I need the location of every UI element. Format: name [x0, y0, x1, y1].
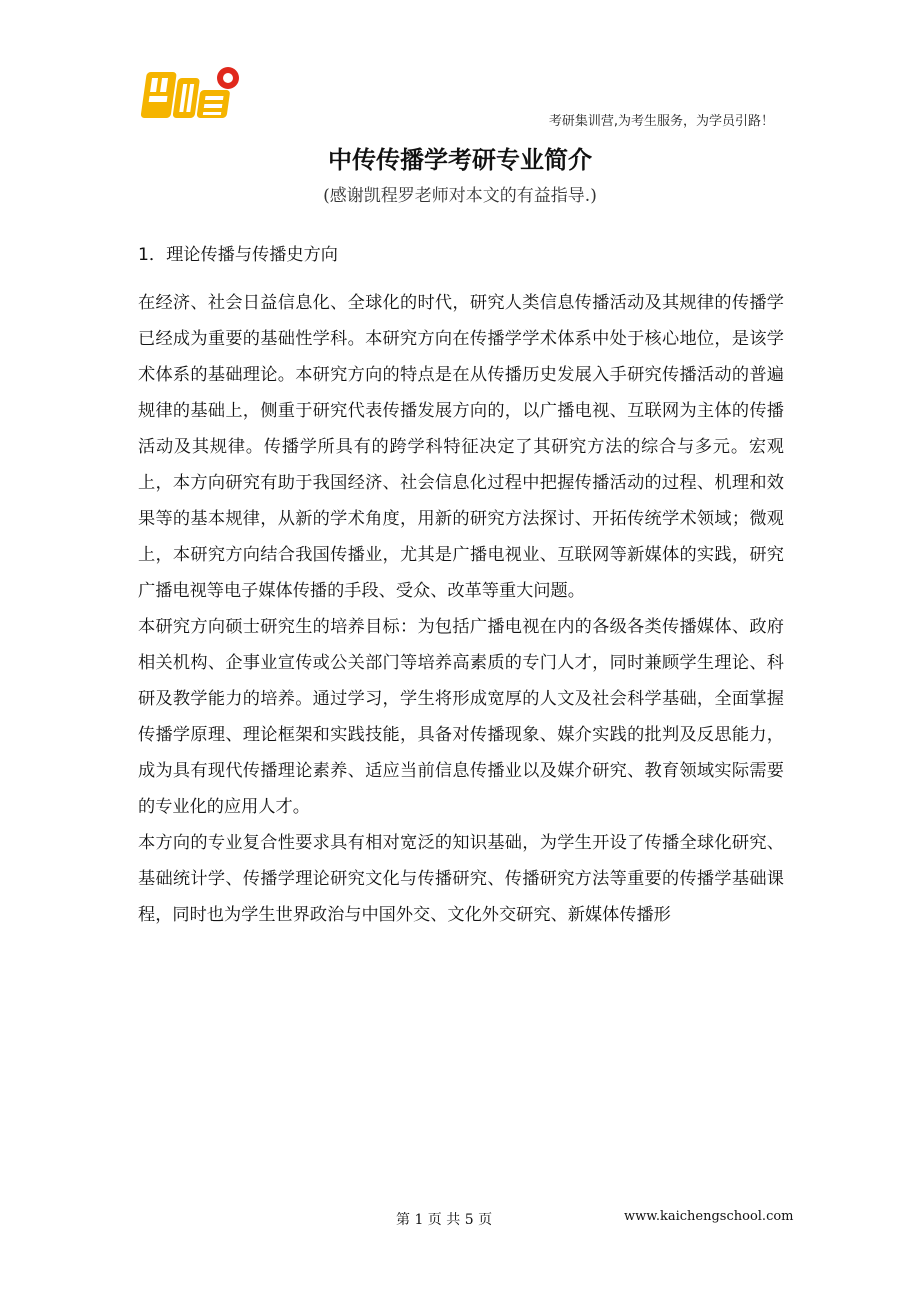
- paragraph-1: 在经济、社会日益信息化、全球化的时代，研究人类信息传播活动及其规律的传播学已经成为重要的基础性学科。本研究方向在传播学学术体系中处于核心地位，是该学术体系的基础理论。本研究方向的特点是在从传播历史发展入手研究传播活动的普遍规律的基础上，侧重于研究代表传播发展方向的，以广播电视、互联网为主体的传播活动及其规律。传播学所具有的跨学科特征决定了其研究方法的综合与多元。宏观上，本方向研究有助于我国经济、社会信息化过程中把握传播活动的过程、机理和效果等的基本规律，从新的学术角度，用新的研究方法探讨、开拓传统学术领域；微观上，本研究方向结合我国传播业，尤其是广播电视业、互联网等新媒体的实践，研究广播电视等电子媒体传播的手段、受众、改革等重大问题。: [138, 293, 784, 601]
- document-body: [138, 237, 784, 933]
- header-slogan: 考研集训营,为考生服务，为学员引路！: [548, 114, 774, 129]
- paragraph-2: 本研究方向硕士研究生的培养目标：为包括广播电视在内的各级各类传播媒体、政府相关机构、企事业宣传或公关部门等培养高素质的专门人才，同时兼顾学生理论、科研及教学能力的培养。通过学习，学生将形成宽厚的人文及社会科学基础，全面掌握传播学原理、理论框架和实践技能，具备对传播现象、媒介实践的批判及反思能力，成为具有现代传播理论素养、适应当前信息传播业以及媒介研究、教育领域实际需要的专业化的应用人才。: [138, 617, 784, 817]
- page-number: 第 1 页 共 5 页: [396, 1212, 493, 1228]
- section-heading: 1．理论传播与传播史方向: [138, 245, 338, 265]
- page-subtitle: (感谢凯程罗老师对本文的有益指导.): [323, 186, 597, 206]
- page-title: 中传传播学考研专业简介: [328, 145, 592, 174]
- kaicheng-logo-icon: [138, 64, 246, 126]
- paragraph-3: 本方向的专业复合性要求具有相对宽泛的知识基础，为学生开设了传播全球化研究、基础统计学、传播学理论研究文化与传播研究、传播研究方法等重要的传播学基础课程，同时也为学生世界政治与中国外交、文化外交研究、新媒体传播形: [138, 833, 784, 925]
- footer-website-link[interactable]: www.kaichengschool.com: [624, 1209, 794, 1224]
